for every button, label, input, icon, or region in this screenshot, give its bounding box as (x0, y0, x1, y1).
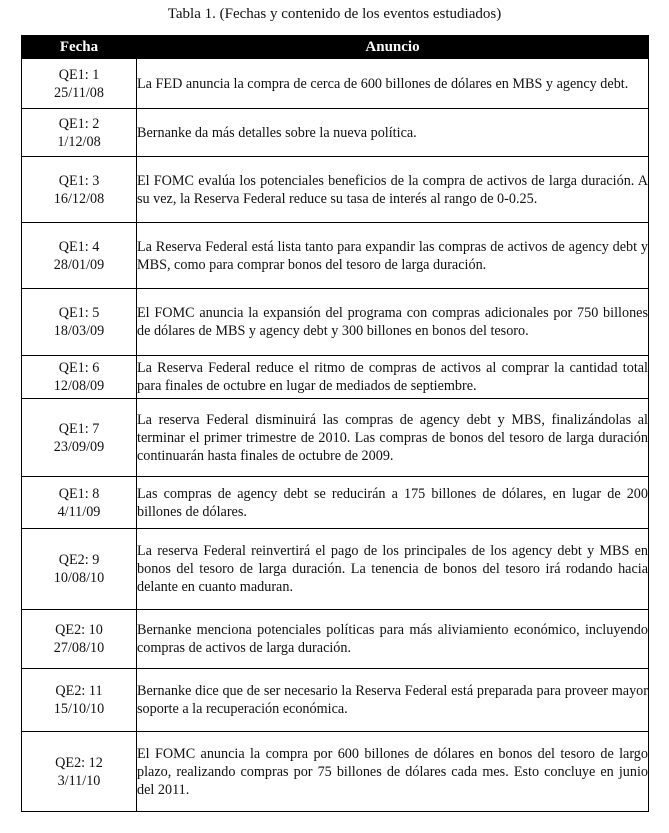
fecha-cell (22, 529, 137, 610)
event-date: 15/10/10 (53, 701, 105, 717)
event-label: QE2: 9 (58, 552, 100, 568)
event-label: QE1: 1 (58, 66, 100, 83)
fecha-cell (22, 157, 137, 223)
anuncio-cell: La Reserva Federal reduce el ritmo de compras de activos al comprar la cantidad total para finales de octubre en lugar de mediados de septiembre. (137, 356, 649, 399)
fecha-cell (22, 477, 137, 529)
fecha-cell (22, 669, 137, 732)
event-label: QE1: 3 (58, 172, 100, 189)
anuncio-cell: Bernanke menciona potenciales políticas para más aliviamiento económico, incluyendo compras de activos de larga duración. (137, 610, 649, 669)
event-label: QE1: 7 (58, 420, 100, 437)
event-date: 1/12/08 (57, 133, 101, 150)
event-date: 27/08/10 (53, 640, 105, 656)
fecha-cell (22, 356, 137, 399)
header-anuncio: Anuncio (137, 36, 649, 59)
anuncio-cell: El FOMC evalúa los potenciales beneficios de la compra de activos de larga duración. A su vez, la Reserva Federal reduce su tasa de interés al rango de 0-0.25. (137, 157, 649, 223)
event-label: QE1: 4 (58, 238, 100, 255)
table-row (22, 477, 649, 529)
event-date: 18/03/09 (53, 323, 105, 339)
table-row (22, 529, 649, 610)
event-label: QE2: 11 (55, 683, 103, 699)
table-row (22, 669, 649, 732)
event-date: 3/11/10 (57, 772, 101, 789)
fecha-cell (22, 610, 137, 669)
fecha-cell (22, 109, 137, 157)
anuncio-cell: El FOMC anuncia la expansión del programa con compras adicionales por 750 billones de dólares de MBS y agency debt y 300 billones en bonos del tesoro. (137, 289, 649, 356)
table-row (22, 732, 649, 812)
fecha-cell (22, 59, 137, 109)
anuncio-cell: El FOMC anuncia la compra por 600 billones de dólares en bonos del tesoro de largo plazo, realizando compras por 75 billones de dólares cada mes. Esto concluye en junio del 2011. (137, 732, 649, 812)
table-caption: Tabla 1. (Fechas y contenido de los eventos estudiados) (167, 6, 502, 22)
anuncio-cell: La reserva Federal disminuirá las compras de agency debt y MBS, finalizándolas al terminar el primer trimestre de 2010. Las compras de bonos del tesoro de larga duración continuarán hasta finales de octubre de 2009. (137, 399, 649, 477)
event-label: QE1: 6 (58, 360, 100, 376)
fecha-cell (22, 732, 137, 812)
table-row (22, 610, 649, 669)
event-label: QE1: 5 (58, 305, 100, 321)
anuncio-cell: Bernanke dice que de ser necesario la Reserva Federal está preparada para proveer mayor soporte a la recuperación económica. (137, 669, 649, 732)
event-date: 28/01/09 (53, 256, 105, 273)
event-label: QE1: 2 (58, 115, 100, 132)
event-label: QE2: 10 (55, 622, 103, 638)
table-row (22, 356, 649, 399)
anuncio-cell: Las compras de agency debt se reducirán a 175 billones de dólares, en lugar de 200 billones de dólares. (137, 477, 649, 529)
event-date: 23/09/09 (53, 438, 105, 455)
table-row (22, 399, 649, 477)
event-date: 25/11/08 (54, 84, 104, 101)
event-label: QE2: 12 (55, 754, 103, 771)
anuncio-cell: La FED anuncia la compra de cerca de 600 billones de dólares en MBS y agency debt. (137, 59, 649, 109)
event-date: 10/08/10 (53, 570, 105, 586)
fecha-cell (22, 289, 137, 356)
fecha-cell (22, 399, 137, 477)
event-date: 16/12/08 (53, 190, 105, 207)
event-label: QE1: 8 (58, 485, 100, 502)
header-fecha: Fecha (22, 36, 137, 59)
event-date: 4/11/09 (57, 503, 101, 520)
table-row (22, 223, 649, 289)
fecha-cell (22, 223, 137, 289)
event-date: 12/08/09 (53, 378, 105, 394)
table-row (22, 59, 649, 109)
table-row (22, 157, 649, 223)
events-table (21, 35, 649, 812)
table-row (22, 109, 649, 157)
anuncio-cell: La reserva Federal reinvertirá el pago de los principales de los agency debt y MBS en bonos del tesoro de larga duración. La tenencia de bonos del tesoro irá rodando hacia delante en cuanto maduran. (137, 529, 649, 610)
table-header-row (22, 36, 649, 59)
anuncio-cell: La Reserva Federal está lista tanto para expandir las compras de activos de agency debt y MBS, como para comprar bonos del tesoro de larga duración. (137, 223, 649, 289)
anuncio-cell: Bernanke da más detalles sobre la nueva política. (137, 109, 649, 157)
table-row (22, 289, 649, 356)
